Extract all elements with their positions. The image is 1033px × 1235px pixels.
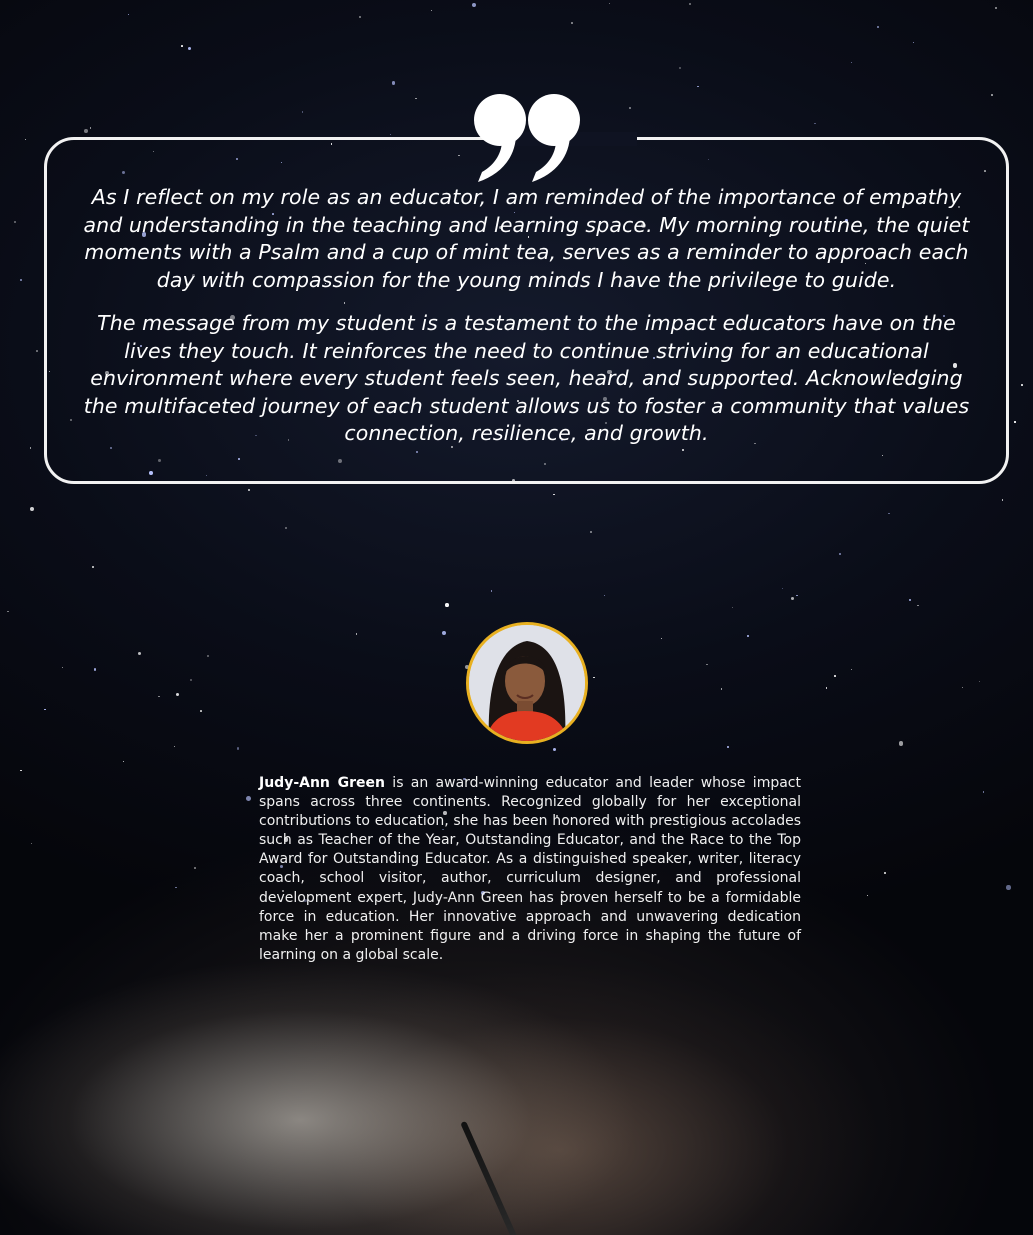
star: [834, 675, 835, 676]
star: [285, 527, 287, 529]
star: [181, 45, 183, 47]
star: [20, 279, 22, 281]
star: [917, 605, 919, 607]
star: [36, 350, 38, 352]
star: [248, 489, 250, 491]
star: [1002, 499, 1003, 500]
author-avatar: [466, 622, 588, 744]
star: [747, 635, 749, 637]
star: [44, 709, 46, 711]
star: [590, 531, 592, 533]
star: [629, 107, 631, 109]
author-name: Judy-Ann Green: [259, 775, 385, 791]
star: [246, 796, 251, 801]
quote-paragraph-2: The message from my student is a testament to the impact educators have on the lives they touch. It reinforces the need to continue striving for an educational environment where every student feels seen, heard, and supported. Acknowledging the multifaceted journey of each student allows us to foster a community that values connection, resilience, and growth.: [83, 311, 970, 445]
star: [839, 553, 841, 555]
author-bio-text: is an award-winning educator and leader whose impact spans across three continents. Recognized globally for her exceptional contributions to education, she has been honored with prestigious accolades such as Teacher of the Year, Outstanding Educator, and the Race to the Top Award for Outstanding Educator. As a distinguished speaker, writer, literacy coach, school visitor, author, curriculum designer, and professional development expert, Judy-Ann Green has proven herself to be a formidable force in education. Her innovative approach and unwavering dedication make her a prominent figure and a driving force in shaping the future of learning on a global scale.: [259, 775, 801, 963]
star: [909, 599, 910, 600]
star: [207, 655, 209, 657]
star: [188, 47, 191, 50]
star: [356, 633, 357, 634]
star: [1021, 384, 1023, 386]
star: [442, 631, 447, 636]
star: [727, 746, 729, 748]
star: [302, 111, 303, 112]
star: [593, 677, 595, 679]
star: [200, 710, 202, 712]
star: [899, 741, 904, 746]
star: [697, 86, 699, 88]
star: [1014, 421, 1015, 422]
star: [721, 688, 723, 690]
star: [991, 94, 993, 96]
star: [571, 22, 573, 24]
quote-mark-icon: [472, 90, 584, 186]
star: [888, 513, 889, 514]
star: [25, 139, 26, 140]
star: [94, 668, 96, 670]
star: [62, 667, 63, 668]
star: [20, 770, 22, 772]
quote-card: [44, 137, 1009, 484]
star: [661, 638, 662, 639]
star: [31, 843, 32, 844]
star: [826, 687, 828, 689]
quote-text: [81, 184, 972, 448]
star: [604, 595, 605, 596]
star: [491, 590, 492, 591]
star: [92, 566, 94, 568]
star: [194, 867, 196, 869]
star: [128, 14, 129, 15]
star: [867, 895, 868, 896]
quote-paragraph-1: As I reflect on my role as an educator, I am reminded of the importance of empathy and understanding in the teaching and learning space. My morning routine, the quiet moments with a Psalm and a cup of mint tea, serves as a reminder to approach each day with compassion for the young minds I have the privilege to guide.: [83, 185, 970, 292]
star: [1006, 885, 1010, 889]
star: [706, 664, 708, 666]
star: [814, 123, 815, 124]
star: [190, 679, 192, 681]
star: [995, 7, 997, 9]
star: [796, 595, 797, 596]
star: [913, 42, 914, 43]
star: [237, 747, 239, 749]
star: [679, 67, 681, 69]
star: [553, 494, 555, 496]
star: [877, 26, 879, 28]
star: [962, 687, 963, 688]
star: [979, 681, 980, 682]
star: [472, 3, 476, 7]
star: [791, 597, 794, 600]
star: [983, 791, 985, 793]
star: [359, 16, 361, 18]
star: [782, 588, 784, 590]
star: [884, 872, 886, 874]
star: [30, 447, 31, 448]
star: [415, 98, 416, 99]
star: [14, 221, 16, 223]
star: [445, 603, 449, 607]
star: [138, 652, 141, 655]
star: [392, 81, 396, 85]
star: [123, 761, 124, 762]
star: [30, 507, 34, 511]
author-bio: [259, 774, 801, 965]
star: [689, 3, 691, 5]
star: [158, 696, 159, 697]
star: [390, 134, 392, 136]
star: [174, 746, 175, 747]
star: [7, 611, 8, 612]
star: [553, 748, 556, 751]
star: [851, 669, 853, 671]
star: [732, 607, 733, 608]
star: [431, 10, 432, 11]
star: [176, 693, 179, 696]
star: [609, 3, 610, 4]
star: [84, 129, 88, 133]
star: [175, 887, 176, 888]
star: [90, 127, 91, 128]
star: [851, 62, 852, 63]
